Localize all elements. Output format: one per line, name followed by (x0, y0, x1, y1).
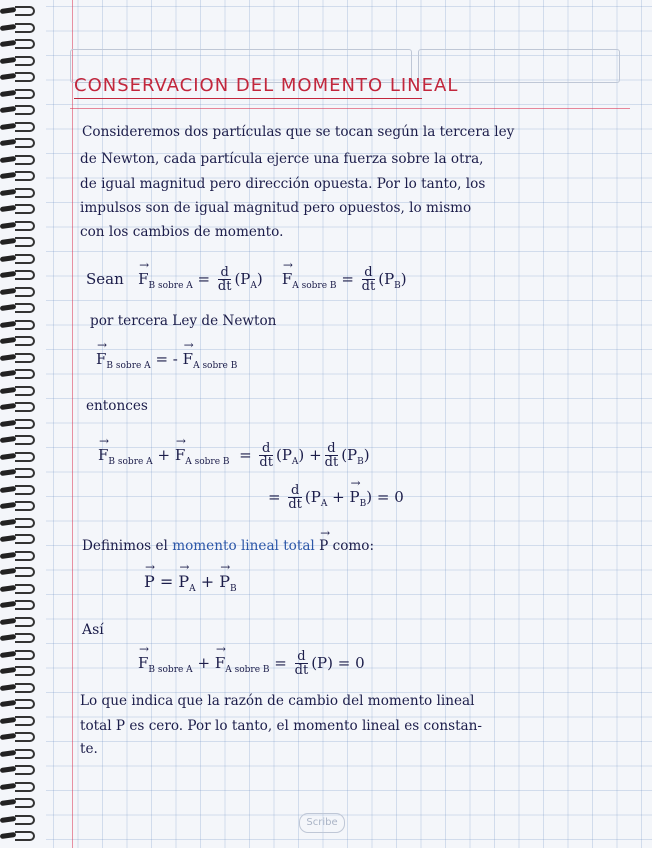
subscript: B sobre A (108, 457, 153, 467)
spiral-ring (0, 336, 34, 344)
plus-sign: + (332, 488, 345, 506)
spiral-ring (0, 122, 34, 130)
numerator: d (259, 442, 273, 456)
spiral-ring (0, 6, 34, 14)
plus-sign: + (309, 446, 322, 464)
intro-line: de Newton, cada partícula ejerce una fuerza sobre la otra, (80, 151, 484, 167)
equals-sign: = (268, 488, 281, 506)
closing-line: total P es cero. Por lo tanto, el momento lineal es constan- (80, 718, 482, 734)
closing-line: Lo que indica que la razón de cambio del momento lineal (80, 693, 475, 709)
total-momentum-equation (144, 572, 237, 594)
sean-word: Sean (86, 270, 124, 288)
momentum-vector: → P (319, 538, 328, 554)
subscript: A (189, 584, 196, 594)
momentum-vector: → P (144, 572, 155, 591)
third-law-equation (96, 350, 237, 371)
spiral-ring (0, 39, 34, 47)
spiral-ring (0, 188, 34, 196)
definition-text: como: (332, 538, 375, 554)
spiral-ring (0, 468, 34, 476)
spiral-ring (0, 369, 34, 377)
denominator: dt (294, 663, 309, 678)
momentum-term: (P (341, 446, 358, 464)
intro-line: con los cambios de momento. (80, 224, 284, 240)
definition-text: Definimos el (82, 538, 168, 554)
paren: ) (400, 270, 407, 288)
asi-equation (138, 650, 365, 678)
margin-line (72, 0, 73, 848)
spiral-ring (0, 303, 34, 311)
subscript: A sobre B (185, 457, 230, 467)
spiral-ring (0, 452, 34, 460)
subscript: A sobre B (292, 281, 337, 291)
derivative (325, 442, 339, 470)
spiral-ring (0, 633, 34, 641)
spiral-ring (0, 353, 34, 361)
spiral-ring (0, 254, 34, 262)
asi-label: Así (82, 622, 104, 638)
plus-sign: + (200, 572, 215, 591)
subscript: A (291, 457, 299, 467)
spiral-ring (0, 23, 34, 31)
force-vector: → F (175, 446, 185, 464)
force-vector: → F (215, 654, 225, 672)
spiral-ring (0, 435, 34, 443)
plus-sign: + (197, 654, 211, 672)
paren: ) (366, 488, 373, 506)
spiral-ring (0, 419, 34, 427)
momentum-term: (P (275, 446, 292, 464)
spiral-ring (0, 815, 34, 823)
definition-line (82, 538, 374, 554)
subscript: A (320, 499, 328, 509)
subscript: B sobre A (106, 361, 151, 371)
derivative (288, 484, 302, 512)
equals-sign: = - (155, 350, 178, 368)
derivative (362, 266, 376, 294)
intro-line: Consideremos dos partículas que se tocan según la tercera ley (82, 124, 515, 140)
spiral-ring (0, 485, 34, 493)
denominator: dt (324, 455, 339, 470)
momentum-vector: → P (219, 572, 230, 591)
subscript: A sobre B (193, 361, 238, 371)
spiral-ring (0, 798, 34, 806)
force-vector: → F (96, 350, 106, 368)
zero-vector: = 0 (376, 488, 404, 506)
plus-sign: + (157, 446, 171, 464)
force-vector: → F (138, 654, 148, 672)
spiral-ring (0, 699, 34, 707)
momentum-vector: → P (178, 572, 189, 591)
equals-sign: = (197, 270, 211, 288)
spiral-ring (0, 138, 34, 146)
spiral-ring (0, 56, 34, 64)
spiral-ring (0, 551, 34, 559)
spiral-ring (0, 534, 34, 542)
spiral-ring (0, 237, 34, 245)
spiral-ring (0, 204, 34, 212)
spiral-ring (0, 732, 34, 740)
denominator: dt (217, 279, 232, 294)
spiral-ring (0, 749, 34, 757)
spiral-ring (0, 600, 34, 608)
subscript: B (394, 281, 401, 291)
third-law-label: por tercera Ley de Newton (90, 313, 277, 329)
header-rule (70, 108, 630, 109)
spiral-ring (0, 270, 34, 278)
closing-line: te. (80, 741, 98, 757)
spiral-ring (0, 105, 34, 113)
momentum-term: (P (234, 270, 251, 288)
sean-equation (86, 266, 407, 294)
spiral-ring (0, 765, 34, 773)
spiral-ring (0, 155, 34, 163)
subscript: B sobre A (148, 281, 193, 291)
spiral-ring (0, 320, 34, 328)
spiral-ring (0, 650, 34, 658)
intro-line: impulsos son de igual magnitud pero opuestos, lo mismo (80, 200, 472, 216)
force-vector: → F (183, 350, 193, 368)
spiral-ring (0, 666, 34, 674)
spiral-ring (0, 171, 34, 179)
spiral-ring (0, 89, 34, 97)
numerator: d (288, 484, 302, 498)
numerator: d (325, 442, 339, 456)
paren: ) (298, 446, 305, 464)
subscript: A sobre B (225, 665, 270, 675)
derivative (295, 650, 309, 678)
numerator: d (362, 266, 376, 280)
momentum-term: (P (304, 488, 321, 506)
subscript: A (250, 281, 257, 291)
zero-vector: = 0 (337, 654, 365, 672)
equals-sign: = (239, 446, 252, 464)
spiral-ring (0, 402, 34, 410)
force-vector: → F (98, 446, 108, 464)
paren: ) (363, 446, 370, 464)
spiral-ring (0, 683, 34, 691)
derivative (218, 266, 232, 294)
spiral-ring (0, 716, 34, 724)
spiral-ring (0, 72, 34, 80)
denominator: dt (259, 455, 273, 470)
subscript: B (229, 584, 237, 594)
spiral-ring (0, 386, 34, 394)
spiral-ring (0, 221, 34, 229)
momentum-term: (P (378, 270, 395, 288)
sum-equation-result (268, 484, 404, 512)
equals-sign: = (274, 654, 287, 672)
denominator: dt (361, 279, 376, 294)
subscript: B (357, 457, 364, 467)
subscript: B sobre A (148, 665, 193, 675)
spiral-ring (0, 584, 34, 592)
equals-sign: = (159, 572, 174, 591)
force-vector: → F (138, 270, 148, 288)
spiral-ring (0, 782, 34, 790)
momentum-term-highlight: momento lineal total (172, 538, 315, 554)
equals-sign: = (341, 270, 354, 288)
numerator: d (295, 650, 309, 664)
denominator: dt (288, 497, 302, 512)
title-underline (74, 98, 422, 99)
spiral-ring (0, 567, 34, 575)
spiral-ring (0, 501, 34, 509)
derivative (259, 442, 273, 470)
momentum-term: (P) (311, 654, 333, 672)
force-vector: → F (282, 270, 292, 288)
sum-equation (98, 442, 370, 470)
then-label: entonces (86, 398, 148, 414)
subscript: B (359, 499, 367, 509)
spiral-ring (0, 518, 34, 526)
paren: ) (256, 270, 263, 288)
spiral-ring (0, 617, 34, 625)
numerator: d (218, 266, 232, 280)
spiral-ring (0, 287, 34, 295)
intro-line: de igual magnitud pero dirección opuesta. Por lo tanto, los (80, 176, 486, 192)
spiral-binding (0, 0, 46, 848)
page-title: CONSERVACION DEL MOMENTO LINEAL (74, 75, 459, 96)
spiral-ring (0, 831, 34, 839)
momentum-vector: → P (350, 488, 360, 506)
scribe-logo: Scribe (299, 813, 345, 833)
